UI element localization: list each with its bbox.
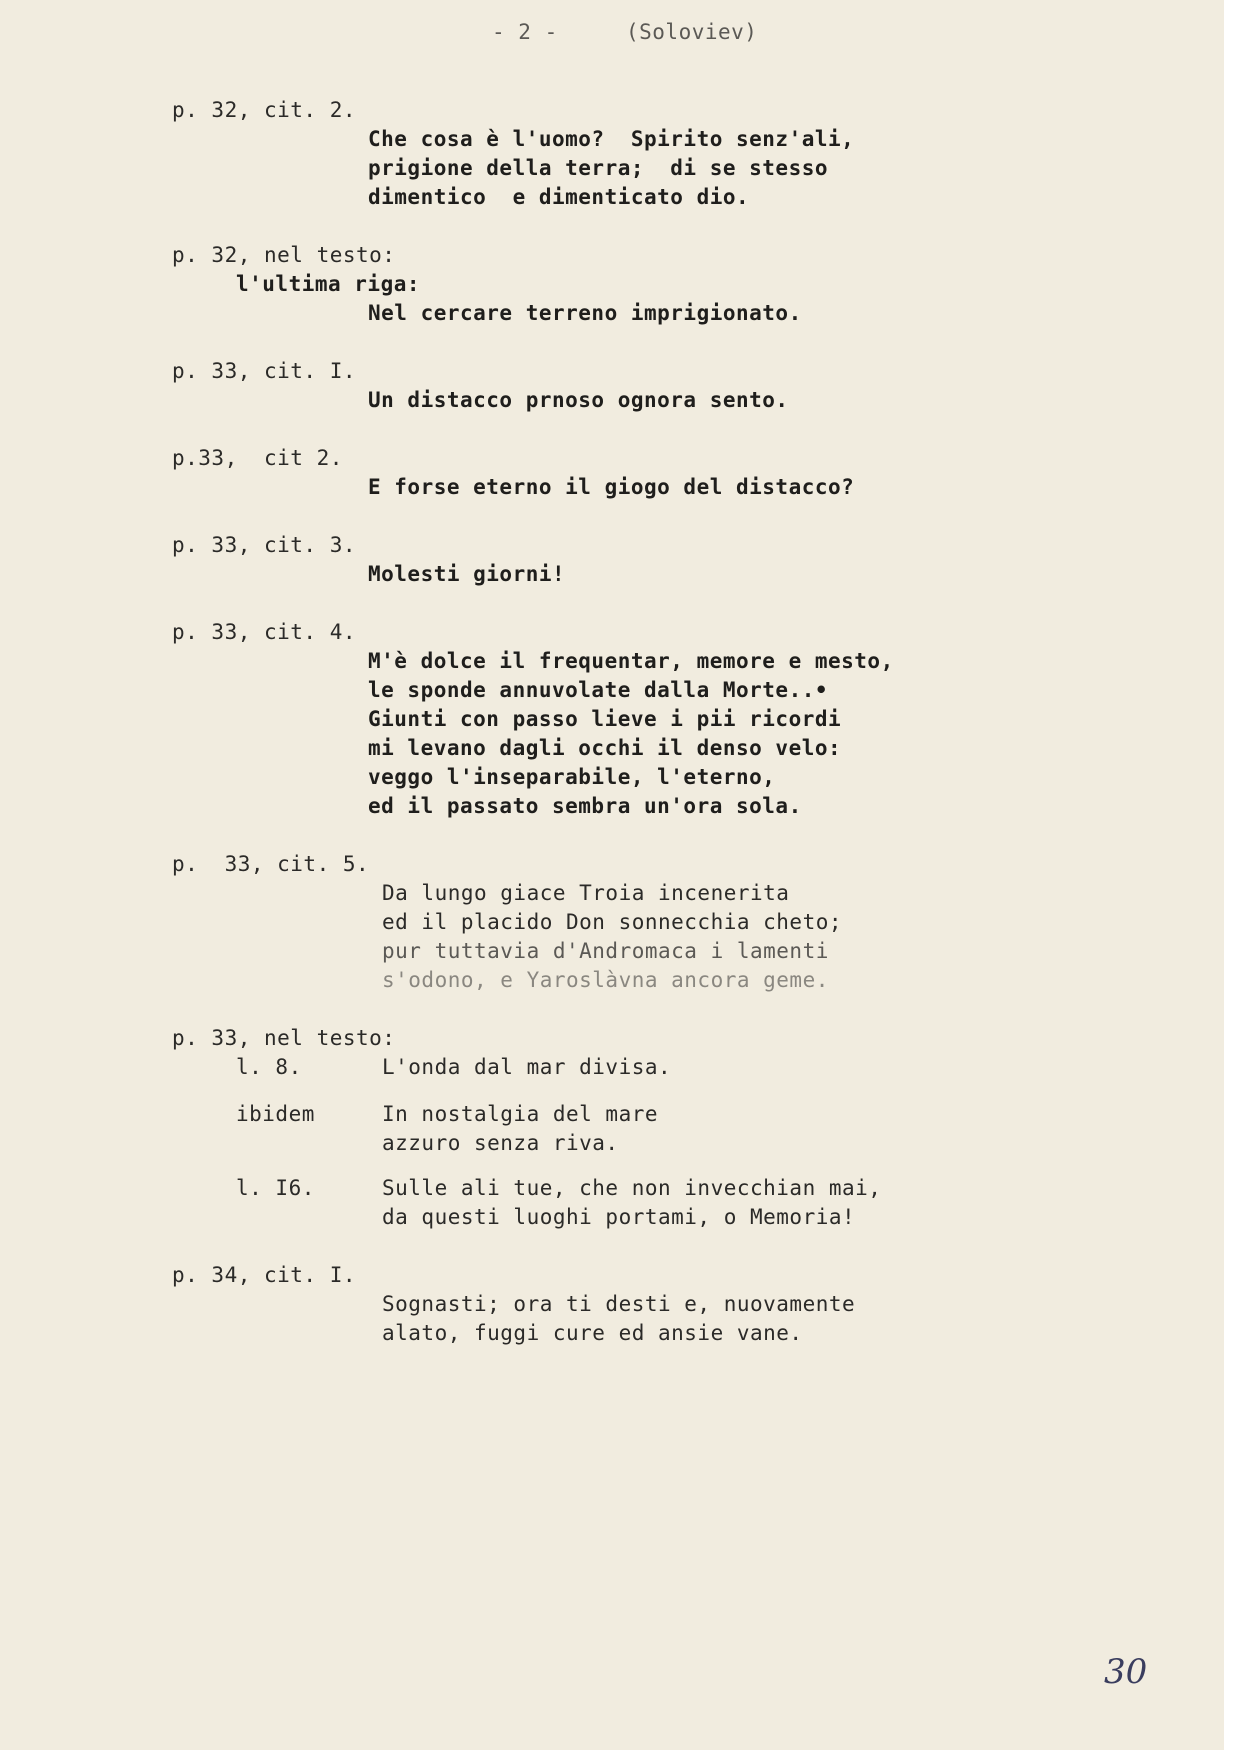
quote-line: le sponde annuvolate dalla Morte..• <box>368 678 829 702</box>
quote-line: Giunti con passo lieve i pii ricordi <box>368 707 842 731</box>
citation-ref: p.33, cit 2. <box>172 446 343 470</box>
quote-line: pur tuttavia d'Andromaca i lamenti <box>382 939 829 963</box>
quote-line: mi levano dagli occhi il denso velo: <box>368 736 842 760</box>
citation-ref: p. 33, cit. I. <box>172 359 357 383</box>
quote-line: L'onda dal mar divisa. <box>382 1055 672 1079</box>
quote-line: dimentico e dimenticato dio. <box>368 185 750 209</box>
quote-line: ed il placido Don sonnecchia cheto; <box>382 910 843 934</box>
line-label: l. 8. <box>236 1055 302 1079</box>
citation-ref: p. 32, cit. 2. <box>172 98 357 122</box>
author-name: (Soloviev) <box>626 20 758 44</box>
citation-ref: p. 33, cit. 3. <box>172 533 357 557</box>
citation-subref: l'ultima riga: <box>236 272 421 296</box>
quote-line: Nel cercare terreno imprigionato. <box>368 301 802 325</box>
page-number: - 2 - <box>492 20 558 44</box>
quote-line: azzuro senza riva. <box>382 1131 619 1155</box>
quote-line: Da lungo giace Troia incenerita <box>382 881 790 905</box>
quote-line: In nostalgia del mare <box>382 1102 659 1126</box>
citation-ref: p. 33, cit. 5. <box>172 852 370 876</box>
citation-ref: p. 33, nel testo: <box>172 1026 396 1050</box>
quote-line: E forse eterno il giogo del distacco? <box>368 475 855 499</box>
quote-line: veggo l'inseparabile, l'eterno, <box>368 765 776 789</box>
line-label: l. I6. <box>236 1176 315 1200</box>
quote-line: Sognasti; ora ti desti e, nuovamente <box>382 1292 856 1316</box>
quote-line: Che cosa è l'uomo? Spirito senz'ali, <box>368 127 855 151</box>
quote-line: M'è dolce il frequentar, memore e mesto, <box>368 649 894 673</box>
citation-ref: p. 33, cit. 4. <box>172 620 357 644</box>
citation-ref: p. 32, nel testo: <box>172 243 396 267</box>
quote-line: da questi luoghi portami, o Memoria! <box>382 1205 856 1229</box>
citation-ref: p. 34, cit. I. <box>172 1263 357 1287</box>
quote-line: Sulle ali tue, che non invecchian mai, <box>382 1176 882 1200</box>
quote-line: ed il passato sembra un'ora sola. <box>368 794 802 818</box>
handwritten-page-number: 30 <box>1104 1652 1148 1692</box>
quote-line: alato, fuggi cure ed ansie vane. <box>382 1321 803 1345</box>
quote-line: Un distacco prnoso ognora sento. <box>368 388 789 412</box>
quote-line: prigione della terra; di se stesso <box>368 156 829 180</box>
quote-line: Molesti giorni! <box>368 562 566 586</box>
quote-line: s'odono, e Yaroslàvna ancora geme. <box>382 968 829 992</box>
line-label: ibidem <box>236 1102 315 1126</box>
